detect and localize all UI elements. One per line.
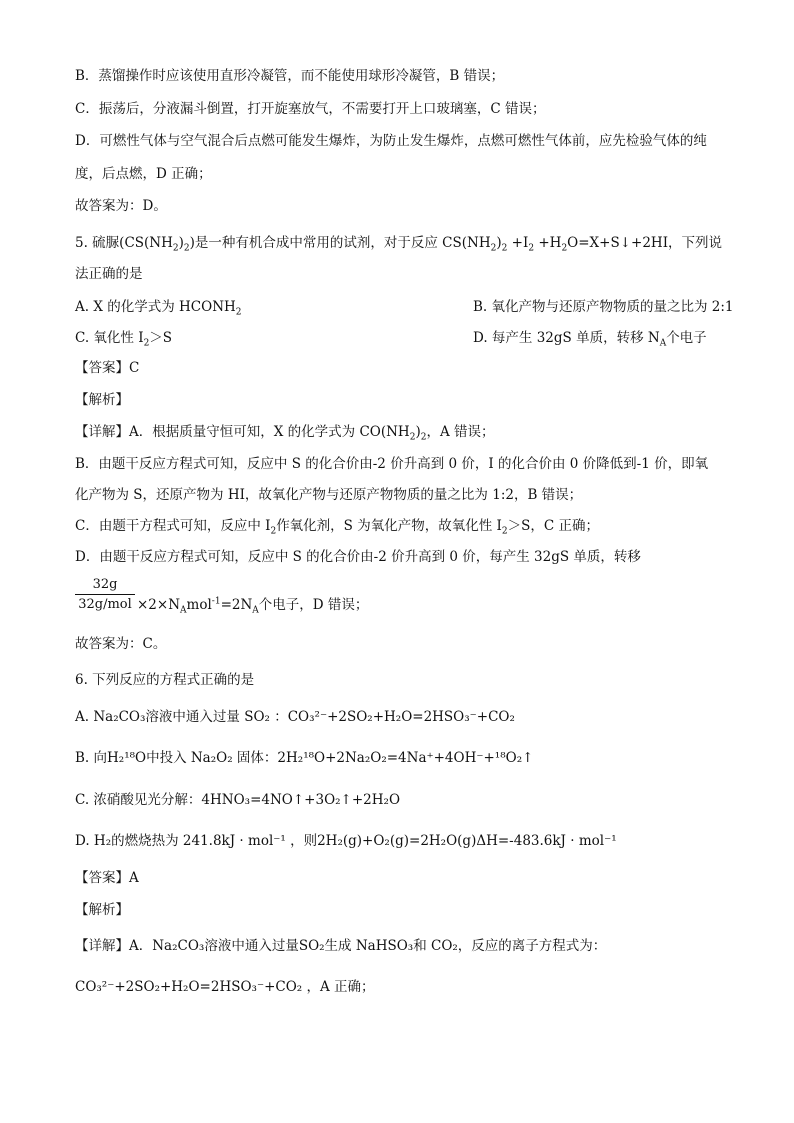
answer-label: 【答案】A <box>75 870 139 886</box>
fraction-numerator: 32g <box>75 577 135 595</box>
fraction <box>75 577 135 612</box>
explanation-line: 【详解】A．根据质量守恒可知，X 的化学式为 $CO(NH_2)_2$，A 错误； <box>75 424 495 443</box>
q5-text: 5. 硫脲(CS(NH <box>75 235 173 251</box>
text-line: B．蒸馏操作时应该使用直形冷凝管，而不能使用球形冷凝管，B 错误； <box>75 68 505 84</box>
option-b: B. 向H₂¹⁸O中投入 Na₂O₂ 固体：2H₂¹⁸O+2Na₂O₂=4Na⁺+4OH⁻+¹⁸O₂↑ <box>75 750 534 766</box>
text-line: C．振荡后，分液漏斗倒置，打开旋塞放气，不需要打开上口玻璃塞，C 错误； <box>75 101 546 117</box>
explanation-line: CO₃²⁻+2SO₂+H₂O=2HSO₃⁻+CO₂ ，A 正确； <box>75 979 375 995</box>
explanation-line: B．由题干反应方程式可知，反应中 S 的化合价由-2 价升高到 0 价，I 的化合价由 0 价降低到-1 价，即氧 <box>75 456 709 472</box>
text-line: 故答案为：D。 <box>75 198 167 214</box>
q5-options-row1: A. X 的化学式为 $HCONH_2$ B. 氧化产物与还原产物物质的量之比为 2:1 <box>75 299 734 318</box>
option-d: D. 每产生 32gS 单质，转移 $N_A$个电子 <box>473 330 707 349</box>
option-d: D. H₂的燃烧热为 241.8kJ · mol⁻¹ ，则2H₂(g)+O₂(g)=2H₂O(g)ΔH=-483.6kJ · mol⁻¹ <box>75 833 617 849</box>
question-5: 5. 硫脲$(CS(NH_2)_2)$是一种有机合成中常用的试剂，对于反应 $CS(NH_2)_2 +I_2$ $+H_2O=X+S↓+2HI$，下列说 <box>75 235 723 254</box>
option-a: A. X 的化学式为 HCONH <box>75 299 236 315</box>
explanation-line: C．由题干方程式可知，反应中 $I_2$作氧化剂，S 为氧化产物，故氧化性 $I_2>S$，C 正确； <box>75 518 599 537</box>
option-c: C. 氧化性 $I_2>S$ <box>75 330 173 349</box>
text-line: 法正确的是 <box>75 266 143 282</box>
fraction-tail: $\times 2\times N_Amol^{-1}=2N_A$个电子，D 错误； <box>137 596 369 616</box>
text-line: D．可燃性气体与空气混合后点燃可能发生爆炸，为防止发生爆炸，点燃可燃性气体前，应先检验气体的纯 <box>75 133 707 149</box>
analysis-label: 【解析】 <box>75 392 129 408</box>
explanation-line: D．由题干反应方程式可知，反应中 S 的化合价由-2 价升高到 0 价，每产生 32gS 单质，转移 <box>75 549 641 565</box>
analysis-label: 【解析】 <box>75 902 129 918</box>
answer-label: 【答案】C <box>75 360 140 376</box>
question-6: 6. 下列反应的方程式正确的是 <box>75 672 255 688</box>
fraction-denominator: 32g/mol <box>78 597 132 612</box>
text-line: 度，后点燃，D 正确； <box>75 166 212 182</box>
explanation-line: 化产物为 S，还原产物为 HI，故氧化产物与还原产物物质的量之比为 1:2，B 错误； <box>75 487 583 503</box>
option-b: B. 氧化产物与还原产物物质的量之比为 2:1 <box>473 299 734 315</box>
q5-options-row2 <box>75 328 735 348</box>
explanation-line: 【详解】A．Na₂CO₃溶液中通入过量SO₂生成 NaHSO₃和 CO₂，反应的离子方程式为： <box>75 938 607 954</box>
option-a: A. Na₂CO₃溶液中通入过量 SO₂ ：CO₃²⁻+2SO₂+H₂O=2HSO₃⁻+CO₂ <box>75 709 515 725</box>
option-c: C. 浓硝酸见光分解：4HNO₃=4NO↑+3O₂↑+2H₂O <box>75 792 401 808</box>
text-line: 故答案为：C。 <box>75 636 167 652</box>
